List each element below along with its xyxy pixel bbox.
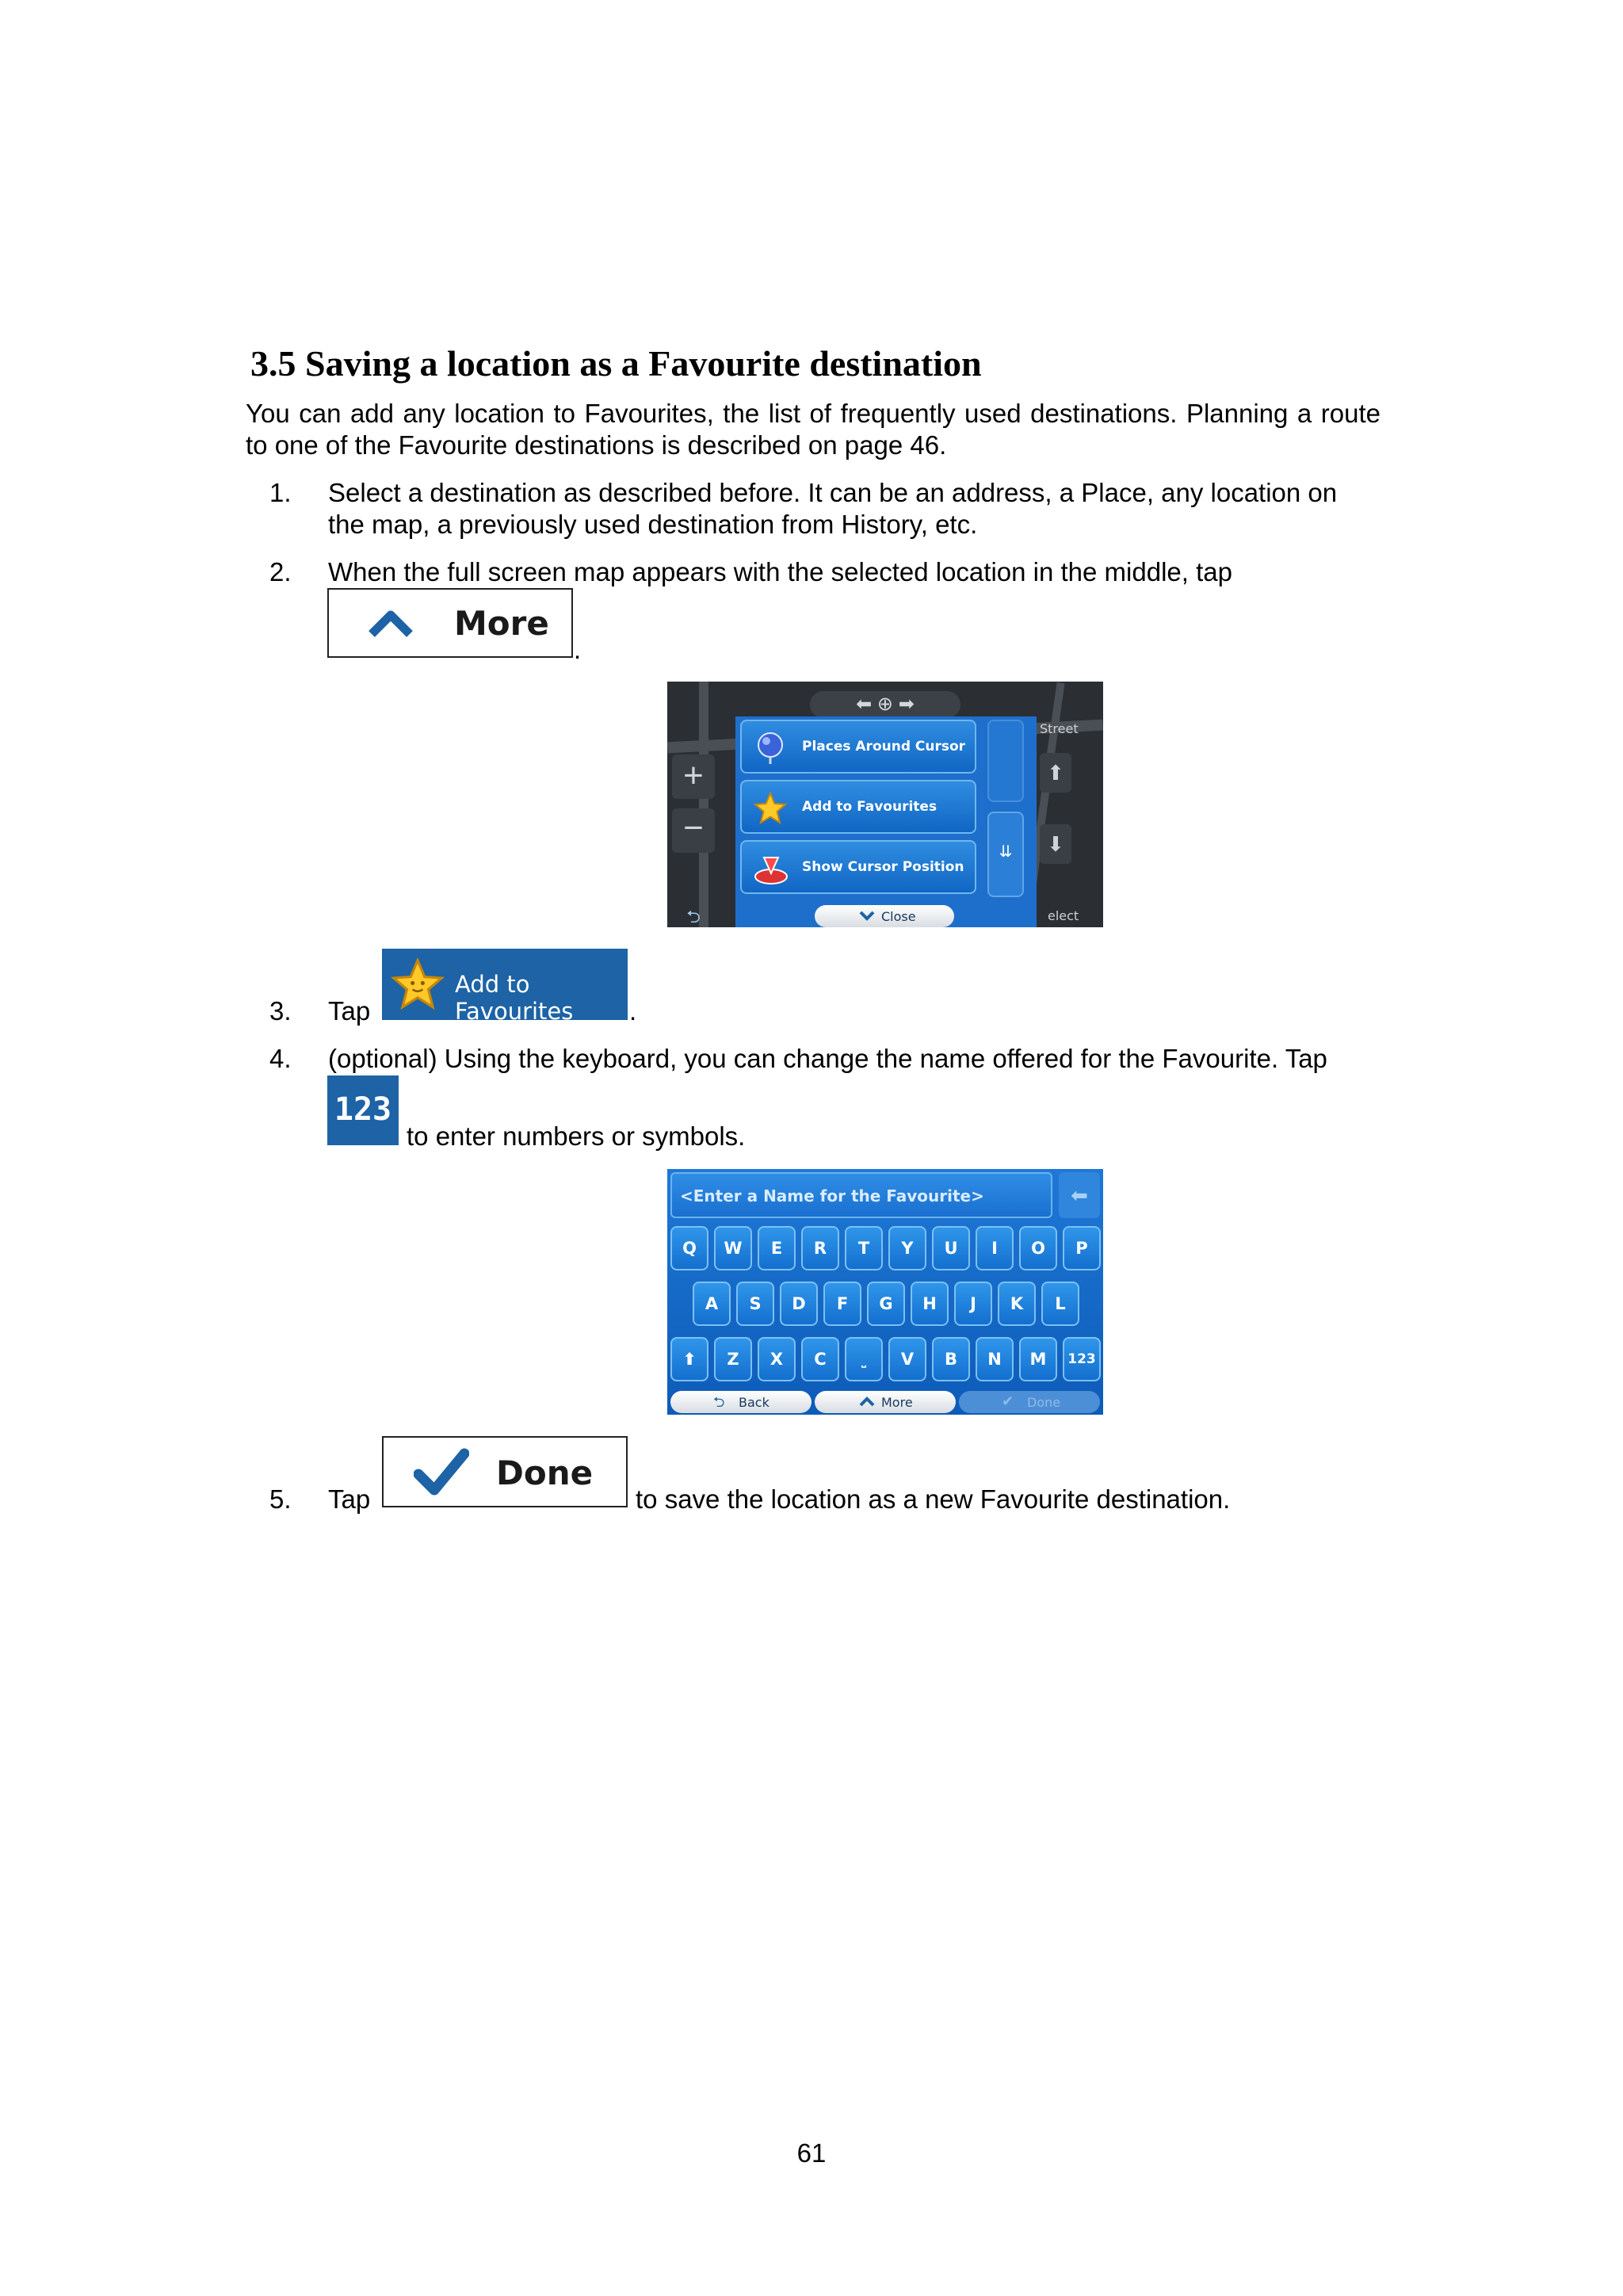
map-pin-icon [753, 731, 788, 770]
arrow-down-icon[interactable]: ⬇ [1040, 824, 1071, 864]
key-n[interactable]: N [976, 1337, 1014, 1381]
step-2-number: 2. [269, 557, 292, 586]
close-button[interactable] [815, 905, 954, 927]
key-y[interactable]: Y [888, 1226, 926, 1270]
key-a[interactable]: A [693, 1282, 731, 1326]
page-number: 61 [796, 2138, 827, 2168]
key-s[interactable]: S [736, 1282, 774, 1326]
key-f[interactable]: F [823, 1282, 861, 1326]
keyboard-more-button[interactable] [815, 1391, 956, 1413]
arrow-up-icon[interactable]: ⬆ [1040, 753, 1071, 793]
step-1-number: 1. [269, 478, 292, 507]
chevron-up-icon [369, 610, 413, 641]
step-5-after-text: to save the location as a new Favourite destination. [636, 1484, 1231, 1514]
intro-paragraph: You can add any location to Favourites, the list of frequently used destinations. Planning a route to one of the Favourite destinations is described on page 46. [246, 399, 1381, 460]
backspace-icon: ⬅ [1071, 1183, 1088, 1207]
key-e[interactable]: E [758, 1226, 796, 1270]
key-b[interactable]: B [932, 1337, 970, 1381]
menu-item-label: Places Around Cursor [802, 739, 966, 755]
keyboard-screenshot [667, 1169, 1103, 1415]
back-arrow-icon[interactable]: ⮌ [686, 907, 701, 926]
key-k[interactable]: K [998, 1282, 1036, 1326]
key-r[interactable]: R [801, 1226, 839, 1270]
step-1-text: Select a destination as described before. It can be an address, a Place, any location on the map, a previously used destination from History, etc. [328, 478, 1338, 539]
map-menu-screenshot [667, 682, 1103, 927]
key-w[interactable]: W [714, 1226, 752, 1270]
scroll-down-button[interactable] [987, 812, 1024, 897]
scroll-down-icon: ⇊ [999, 843, 1013, 861]
check-icon: ✔ [1002, 1393, 1014, 1409]
step-4-number: 4. [269, 1044, 292, 1073]
menu-item-label: Show Cursor Position [802, 859, 964, 875]
space-key[interactable] [845, 1337, 883, 1381]
chevron-up-icon [859, 1396, 875, 1412]
add-to-favourites-button[interactable] [382, 949, 628, 1025]
more-button-label: More [454, 604, 549, 643]
backspace-button[interactable] [1059, 1172, 1100, 1218]
step-5-text: Tap [328, 1484, 371, 1514]
cursor-position-icon [753, 851, 789, 890]
scroll-up-button[interactable] [987, 720, 1024, 802]
key-o[interactable]: O [1019, 1226, 1057, 1270]
key-z[interactable]: Z [714, 1337, 752, 1381]
menu-item-show-cursor-position[interactable] [740, 840, 976, 894]
key-i[interactable]: I [976, 1226, 1014, 1270]
key-u[interactable]: U [932, 1226, 970, 1270]
check-icon [414, 1447, 469, 1502]
step-2-text: When the full screen map appears with the selected location in the middle, tap [328, 557, 1232, 586]
step-5-number: 5. [269, 1484, 292, 1514]
keyboard-more-label: More [881, 1395, 913, 1410]
keyboard-done-label: Done [1027, 1395, 1061, 1410]
menu-item-add-to-favourites[interactable] [740, 780, 976, 834]
star-icon [753, 791, 788, 830]
back-arrow-icon: ⮌ [713, 1394, 725, 1410]
done-button-label: Done [496, 1454, 594, 1492]
section-heading: 3.5 Saving a location as a Favourite destination [250, 343, 982, 384]
keyboard-done-button[interactable] [959, 1391, 1100, 1413]
menu-item-label: Add to Favourites [802, 799, 938, 815]
step-3-text: Tap [328, 996, 371, 1026]
key-v[interactable]: V [888, 1337, 926, 1381]
map-pan-arrows-icon: ⬅ ⊕ ➡ [810, 691, 960, 718]
zoom-in-icon[interactable]: + [672, 755, 715, 799]
star-icon [390, 957, 445, 1016]
key-l[interactable]: L [1041, 1282, 1079, 1326]
shift-icon: ⬆ [682, 1350, 697, 1369]
step-4-after-text: to enter numbers or symbols. [407, 1121, 746, 1151]
space-icon: ⎵ [861, 1355, 866, 1368]
numbers-button[interactable] [327, 1075, 399, 1145]
key-123[interactable]: 123 [1063, 1337, 1101, 1381]
close-button-label: Close [881, 909, 916, 924]
done-button[interactable] [382, 1436, 628, 1507]
favourite-name-input[interactable] [670, 1172, 1052, 1218]
favourite-name-placeholder: <Enter a Name for the Favourite> [680, 1186, 984, 1205]
key-x[interactable]: X [758, 1337, 796, 1381]
map-select-label: elect [1048, 908, 1079, 923]
step-2-period: . [574, 635, 582, 664]
key-m[interactable]: M [1019, 1337, 1057, 1381]
shift-key[interactable] [670, 1337, 708, 1381]
add-to-favourites-label: Add to Favourites [455, 971, 574, 1025]
zoom-out-icon[interactable]: − [672, 808, 715, 853]
numbers-button-label: 123 [334, 1091, 392, 1128]
back-button-label: Back [739, 1395, 769, 1410]
key-c[interactable]: C [801, 1337, 839, 1381]
key-t[interactable]: T [845, 1226, 883, 1270]
key-d[interactable]: D [780, 1282, 818, 1326]
key-h[interactable]: H [911, 1282, 949, 1326]
key-g[interactable]: G [867, 1282, 905, 1326]
step-3-number: 3. [269, 996, 292, 1026]
key-p[interactable]: P [1063, 1226, 1101, 1270]
map-street-label: Street [1040, 721, 1079, 736]
menu-item-places-around-cursor[interactable] [740, 720, 976, 774]
chevron-down-icon [859, 910, 875, 925]
key-j[interactable]: J [954, 1282, 992, 1326]
key-q[interactable]: Q [670, 1226, 708, 1270]
back-button[interactable] [670, 1391, 812, 1413]
step-4-text: (optional) Using the keyboard, you can change the name offered for the Favourite. Tap [328, 1044, 1327, 1073]
more-button[interactable] [327, 588, 573, 658]
step-3-period: . [629, 996, 637, 1026]
